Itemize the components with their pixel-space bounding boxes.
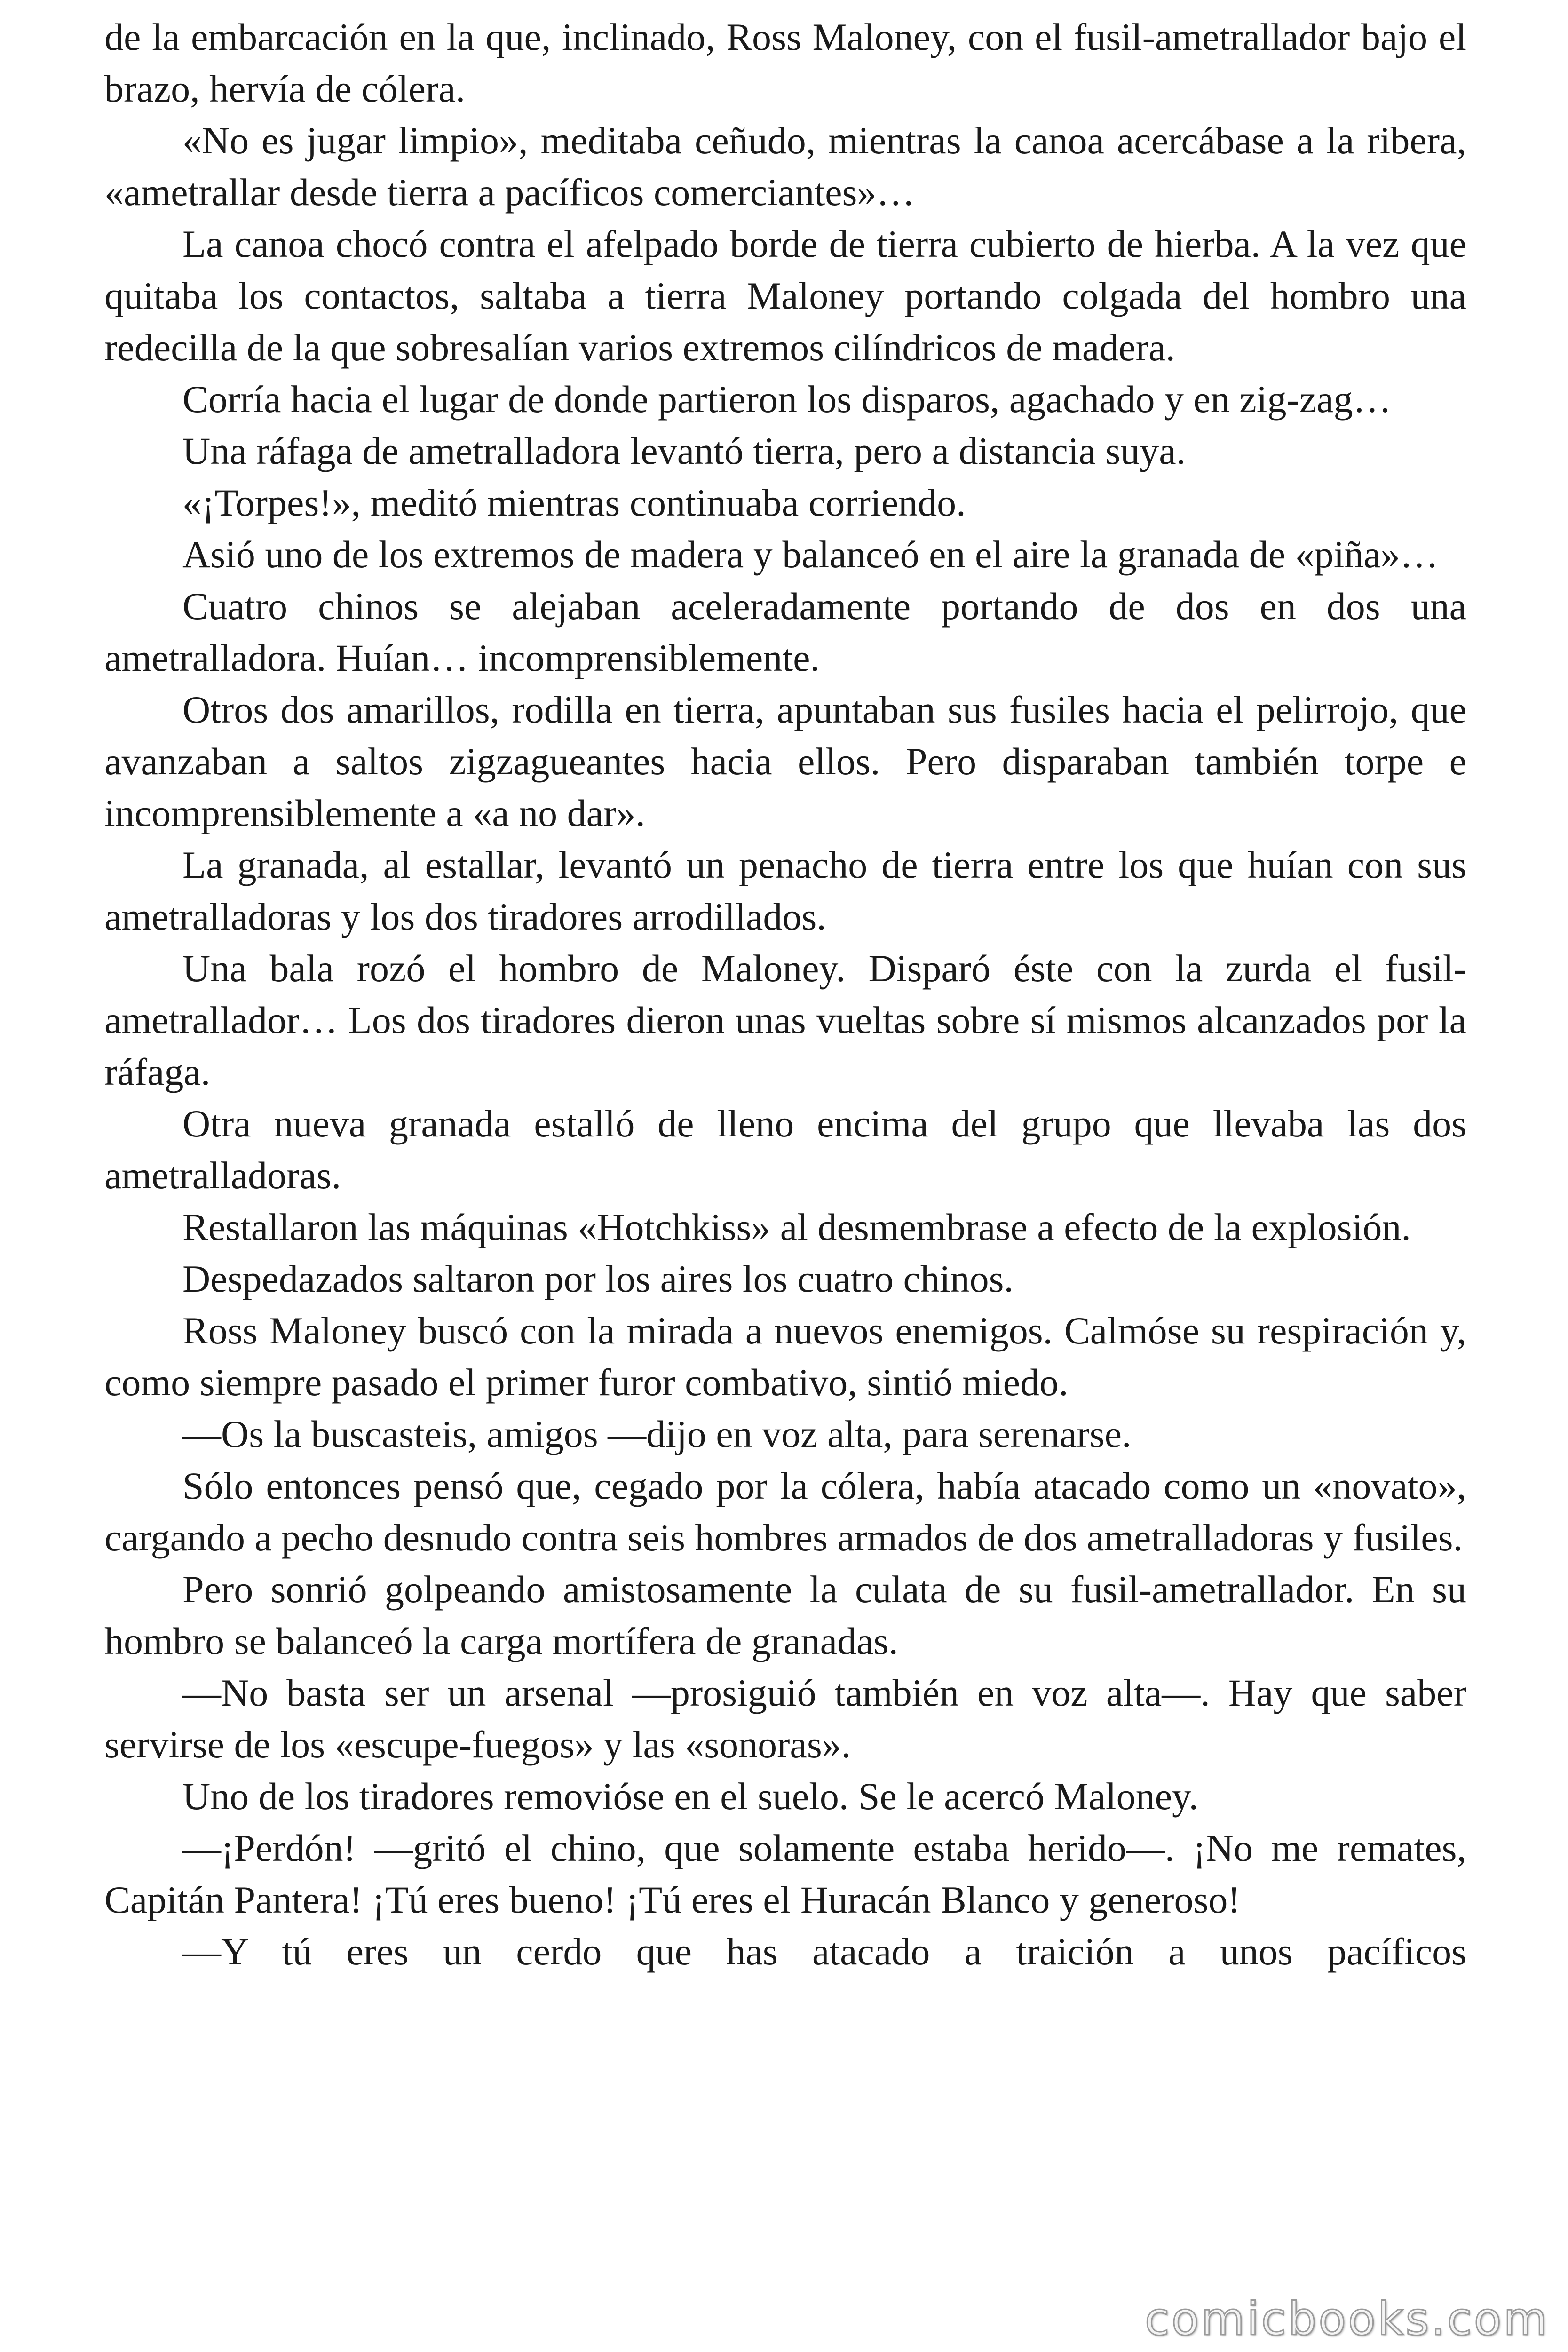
paragraph-21: —¡Perdón! —gritó el chino, que solamente estaba herido—. ¡No me remates, Capitán Pantera! ¡Tú eres bueno! ¡Tú eres el Huracán Blanco y generoso!	[104, 1827, 1466, 1921]
paragraph-2: «No es jugar limpio», meditaba ceñudo, mientras la canoa acercábase a la ribera, «ametrallar desde tierra a pacíficos comerciantes»…	[104, 119, 1466, 214]
paragraph-14: Despedazados saltaron por los aires los cuatro chinos.	[182, 1257, 1014, 1300]
paragraph-9: Otros dos amarillos, rodilla en tierra, apuntaban sus fusiles hacia el pelirrojo, que avanzaban a saltos zigzagueantes hacia ellos. Pero disparaban también torpe e incomprensiblemente a «a no dar».	[104, 688, 1466, 834]
paragraph-1: de la embarcación en la que, inclinado, Ross Maloney, con el fusil-ametrallador bajo el brazo, hervía de cólera.	[104, 16, 1466, 110]
paragraph-15: Ross Maloney buscó con la mirada a nuevos enemigos. Calmóse su respiración y, como siempre pasado el primer furor combativo, sintió miedo.	[104, 1309, 1466, 1404]
paragraph-12: Otra nueva granada estalló de lleno encima del grupo que llevaba las dos ametralladoras.	[104, 1102, 1466, 1197]
paragraph-19: —No basta ser un arsenal —prosiguió también en voz alta—. Hay que saber servirse de los «escupe-fuegos» y las «sonoras».	[104, 1671, 1466, 1766]
paragraph-7: Asió uno de los extremos de madera y balanceó en el aire la granada de «piña»…	[182, 533, 1439, 576]
paragraph-4: Corría hacia el lugar de donde partieron los disparos, agachado y en zig-zag…	[182, 378, 1392, 421]
paragraph-13: Restallaron las máquinas «Hotchkiss» al desmembrase a efecto de la explosión.	[182, 1206, 1411, 1248]
paragraph-6: «¡Torpes!», meditó mientras continuaba corriendo.	[182, 481, 966, 524]
paragraph-10: La granada, al estallar, levantó un penacho de tierra entre los que huían con sus ametralladoras y los dos tiradores arrodillados.	[104, 843, 1466, 938]
paragraph-5: Una ráfaga de ametralladora levantó tierra, pero a distancia suya.	[182, 429, 1186, 472]
paragraph-20: Uno de los tiradores removióse en el suelo. Se le acercó Maloney.	[182, 1775, 1199, 1818]
paragraph-3: La canoa chocó contra el afelpado borde de tierra cubierto de hierba. A la vez que quitaba los contactos, saltaba a tierra Maloney portando colgada del hombro una redecilla de la que sobresalían varios extremos cilíndricos de madera.	[104, 222, 1466, 369]
paragraph-8: Cuatro chinos se alejaban aceleradamente portando de dos en dos una ametralladora. Huían… incomprensiblemente.	[104, 585, 1466, 679]
paragraph-22: —Y tú eres un cerdo que has atacado a traición a unos pacíficos	[182, 1930, 1466, 1973]
paragraph-17: Sólo entonces pensó que, cegado por la cólera, había atacado como un «novato», cargando a pecho desnudo contra seis hombres armados de dos ametralladoras y fusiles.	[104, 1464, 1466, 1559]
site-watermark: comicbooks.com	[1144, 2293, 1549, 2345]
paragraph-18: Pero sonrió golpeando amistosamente la culata de su fusil-ametrallador. En su hombro se balanceó la carga mortífera de granadas.	[104, 1568, 1466, 1662]
book-page-text	[104, 11, 1466, 1978]
paragraph-16: —Os la buscasteis, amigos —dijo en voz alta, para serenarse.	[182, 1413, 1132, 1455]
paragraph-11: Una bala rozó el hombro de Maloney. Disparó éste con la zurda el fusil-ametrallador… Los dos tiradores dieron unas vueltas sobre sí mismos alcanzados por la ráfaga.	[104, 947, 1466, 1093]
